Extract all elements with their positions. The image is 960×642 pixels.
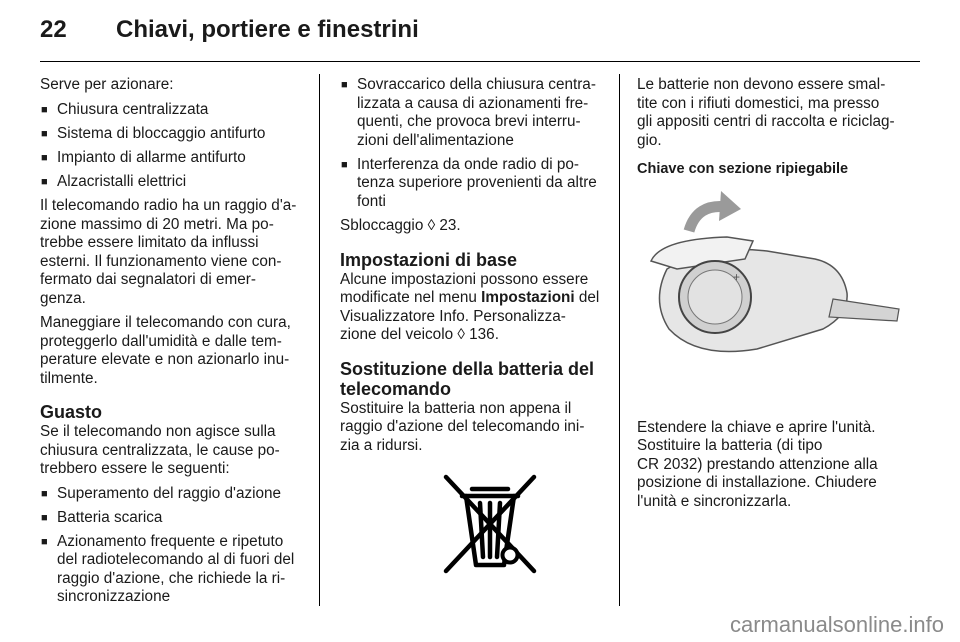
column-divider xyxy=(319,74,320,606)
causes-list xyxy=(40,485,308,607)
crossed-bin-icon xyxy=(438,469,542,579)
fault-paragraph: Se il telecomando non agisce sulla chiusura centralizzata, le cause po- trebbero essere le seguenti: xyxy=(40,423,280,477)
column-divider xyxy=(619,74,620,606)
range-paragraph: Il telecomando radio ha un raggio d'a- zione massimo di 20 metri. Ma po- trebbe essere limitato da influssi esterni. Il funzionamento viene con- fermato dai segnalatori di emer- genza. xyxy=(40,197,297,307)
list-item: ■ Sovraccarico della chiusura centra- lizzata a causa di azionamenti fre- quenti, che provoca brevi interru- zioni dell'alimentazione xyxy=(340,76,610,150)
watermark: carmanualsonline.info xyxy=(729,612,944,637)
list-item: ■ Impianto di allarme antifurto xyxy=(40,149,308,168)
list-item: ■ Alzacristalli elettrici xyxy=(40,173,308,192)
column-3 xyxy=(637,76,927,517)
list-item: ■ Azionamento frequente e ripetuto del radiotelecomando al di fuori del raggio d'azione, che richiede la ri- sincronizzazione xyxy=(40,533,308,607)
steps-paragraph: Estendere la chiave e aprire l'unità. Sostituire la batteria (di tipo CR 2032) prestando attenzione alla posizione di installazione. Chiudere l'unità e sincronizzarla. xyxy=(637,418,878,510)
unlock-reference: Sbloccaggio ◊ 23. xyxy=(340,217,461,234)
basic-settings-heading: Impostazioni di base xyxy=(340,249,518,270)
folding-key-illustration xyxy=(637,189,901,401)
column-2 xyxy=(340,76,610,579)
reference-arrow-icon: ◊ xyxy=(457,326,465,343)
page-header xyxy=(40,16,920,64)
functions-list xyxy=(40,101,308,192)
reference-arrow-icon: ◊ xyxy=(427,217,436,234)
battery-heading: Sostituzione della batteria del telecomando xyxy=(340,358,595,399)
list-item: ■ Interferenza da onde radio di po- tenza superiore provenienti da altre fonti xyxy=(340,156,610,212)
battery-paragraph: Sostituire la batteria non appena il raggio d'azione del telecomando ini- zia a ridursi. xyxy=(340,399,585,454)
list-item: ■ Sistema di bloccaggio antifurto xyxy=(40,125,308,144)
intro-text: Serve per azionare: xyxy=(40,76,174,93)
folding-key-heading: Chiave con sezione ripiegabile xyxy=(637,161,849,177)
page-number: 22 xyxy=(40,16,67,43)
settings-menu-label: Impostazioni xyxy=(481,289,575,306)
basic-settings-paragraph: Alcune impostazioni possono essere modificate nel menu Impostazioni del Visualizzatore Info. Personalizza- zione del veicolo ◊ 136. xyxy=(340,270,600,343)
list-item: ■ Superamento del raggio d'azione xyxy=(40,485,308,504)
causes-list-continued xyxy=(340,76,610,211)
care-paragraph: Maneggiare il telecomando con cura, proteggerlo dall'umidità e dalle tem- perature elevate e non azionarlo inu- tilmente. xyxy=(40,314,291,387)
header-rule xyxy=(40,61,920,62)
disposal-paragraph: Le batterie non devono essere smal- tite con i rifiuti domestici, ma presso gli appositi centri di raccolta e riciclag- gio. xyxy=(637,76,895,149)
page-title: Chiavi, portiere e finestrini xyxy=(116,16,419,43)
column-1 xyxy=(40,76,308,613)
list-item: ■ Chiusura centralizzata xyxy=(40,101,308,120)
fault-heading: Guasto xyxy=(40,402,103,422)
svg-text:+: + xyxy=(733,269,741,284)
list-item: ■ Batteria scarica xyxy=(40,509,308,528)
